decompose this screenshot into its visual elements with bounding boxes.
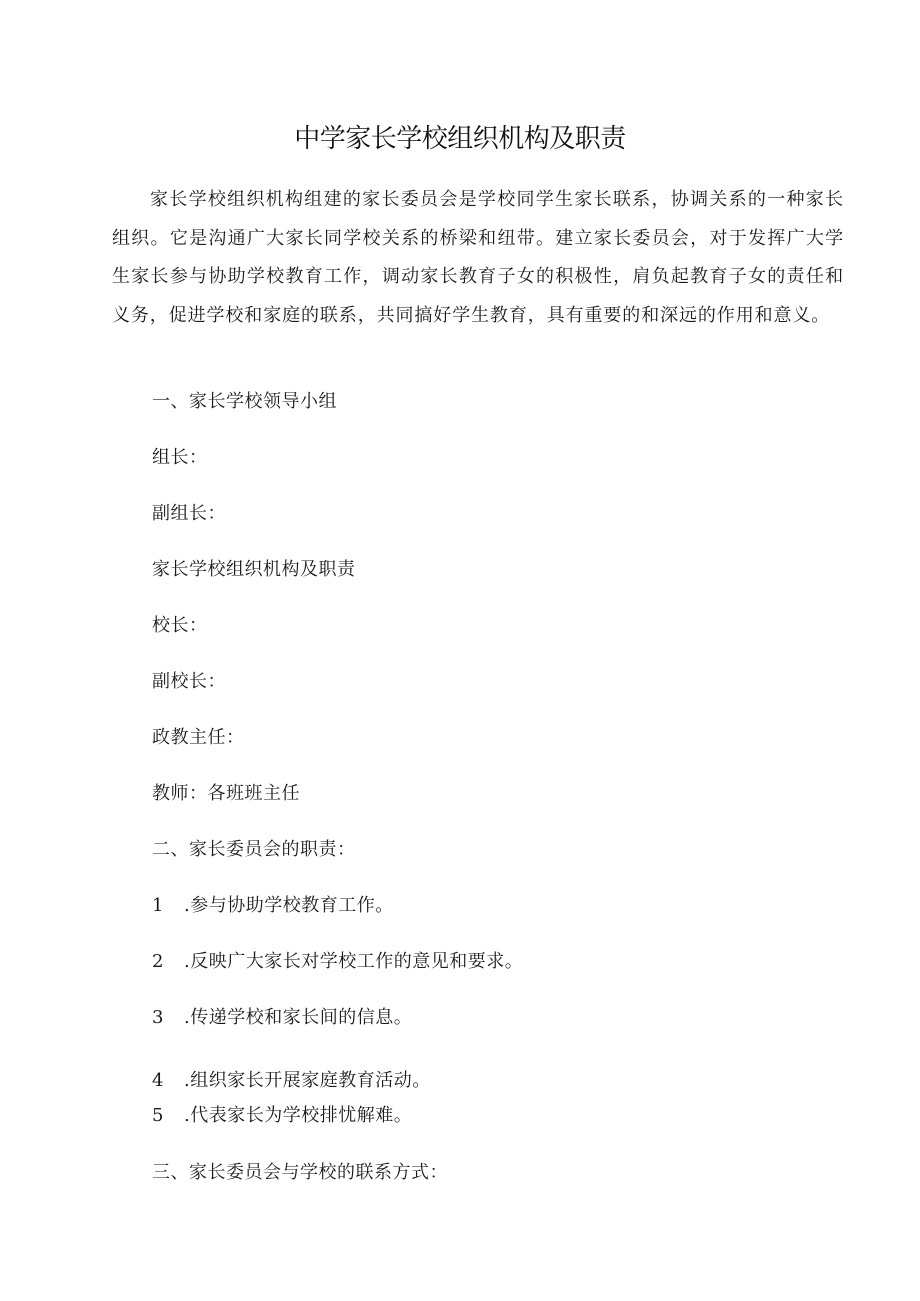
duty-item <box>152 949 523 975</box>
duty-item-number: 3 <box>152 1007 164 1028</box>
duty-item <box>152 1068 431 1094</box>
duty-item-text: .代表家长为学校排忧解难。 <box>184 1105 413 1126</box>
deputy-leader-line: 副组长： <box>152 503 226 524</box>
duty-item <box>152 1005 412 1031</box>
duty-item-number: 2 <box>152 951 164 972</box>
leader-line: 组长： <box>152 447 208 468</box>
section-2-heading: 二、家长委员会的职责： <box>152 839 356 860</box>
duty-item-number: 4 <box>152 1070 164 1091</box>
political-director-line: 政教主任： <box>152 727 245 748</box>
duty-item-text: .反映广大家长对学校工作的意见和要求。 <box>184 951 524 972</box>
duty-item-text: .传递学校和家长间的信息。 <box>184 1007 413 1028</box>
duty-item-text: .组织家长开展家庭教育活动。 <box>184 1070 431 1091</box>
duty-item-number: 5 <box>152 1105 164 1126</box>
section-1-heading: 一、家长学校领导小组 <box>152 391 337 412</box>
teachers-line: 教师：各班班主任 <box>152 783 300 804</box>
duty-item-number: 1 <box>152 895 164 916</box>
duty-item <box>152 893 394 919</box>
duty-item-text: .参与协助学校教育工作。 <box>184 895 394 916</box>
document-title: 中学家长学校组织机构及职责 <box>294 124 626 154</box>
principal-line: 校长： <box>152 615 208 636</box>
org-title-line: 家长学校组织机构及职责 <box>152 559 356 580</box>
duty-item <box>152 1103 412 1129</box>
section-3-heading: 三、家长委员会与学校的联系方式： <box>152 1162 448 1183</box>
intro-paragraph: 家长学校组织机构组建的家长委员会是学校同学生家长联系，协调关系的一种家长组织。它是沟通广大家长同学校关系的桥梁和纽带。建立家长委员会，对于发挥广大学生家长参与协助学校教育工作，调动家长教育子女的积极性，肩负起教育子女的责任和义务，促进学校和家庭的联系，共同搞好学生教育，具有重要的和深远的作用和意义。 <box>112 189 844 326</box>
vice-principal-line: 副校长： <box>152 671 226 692</box>
